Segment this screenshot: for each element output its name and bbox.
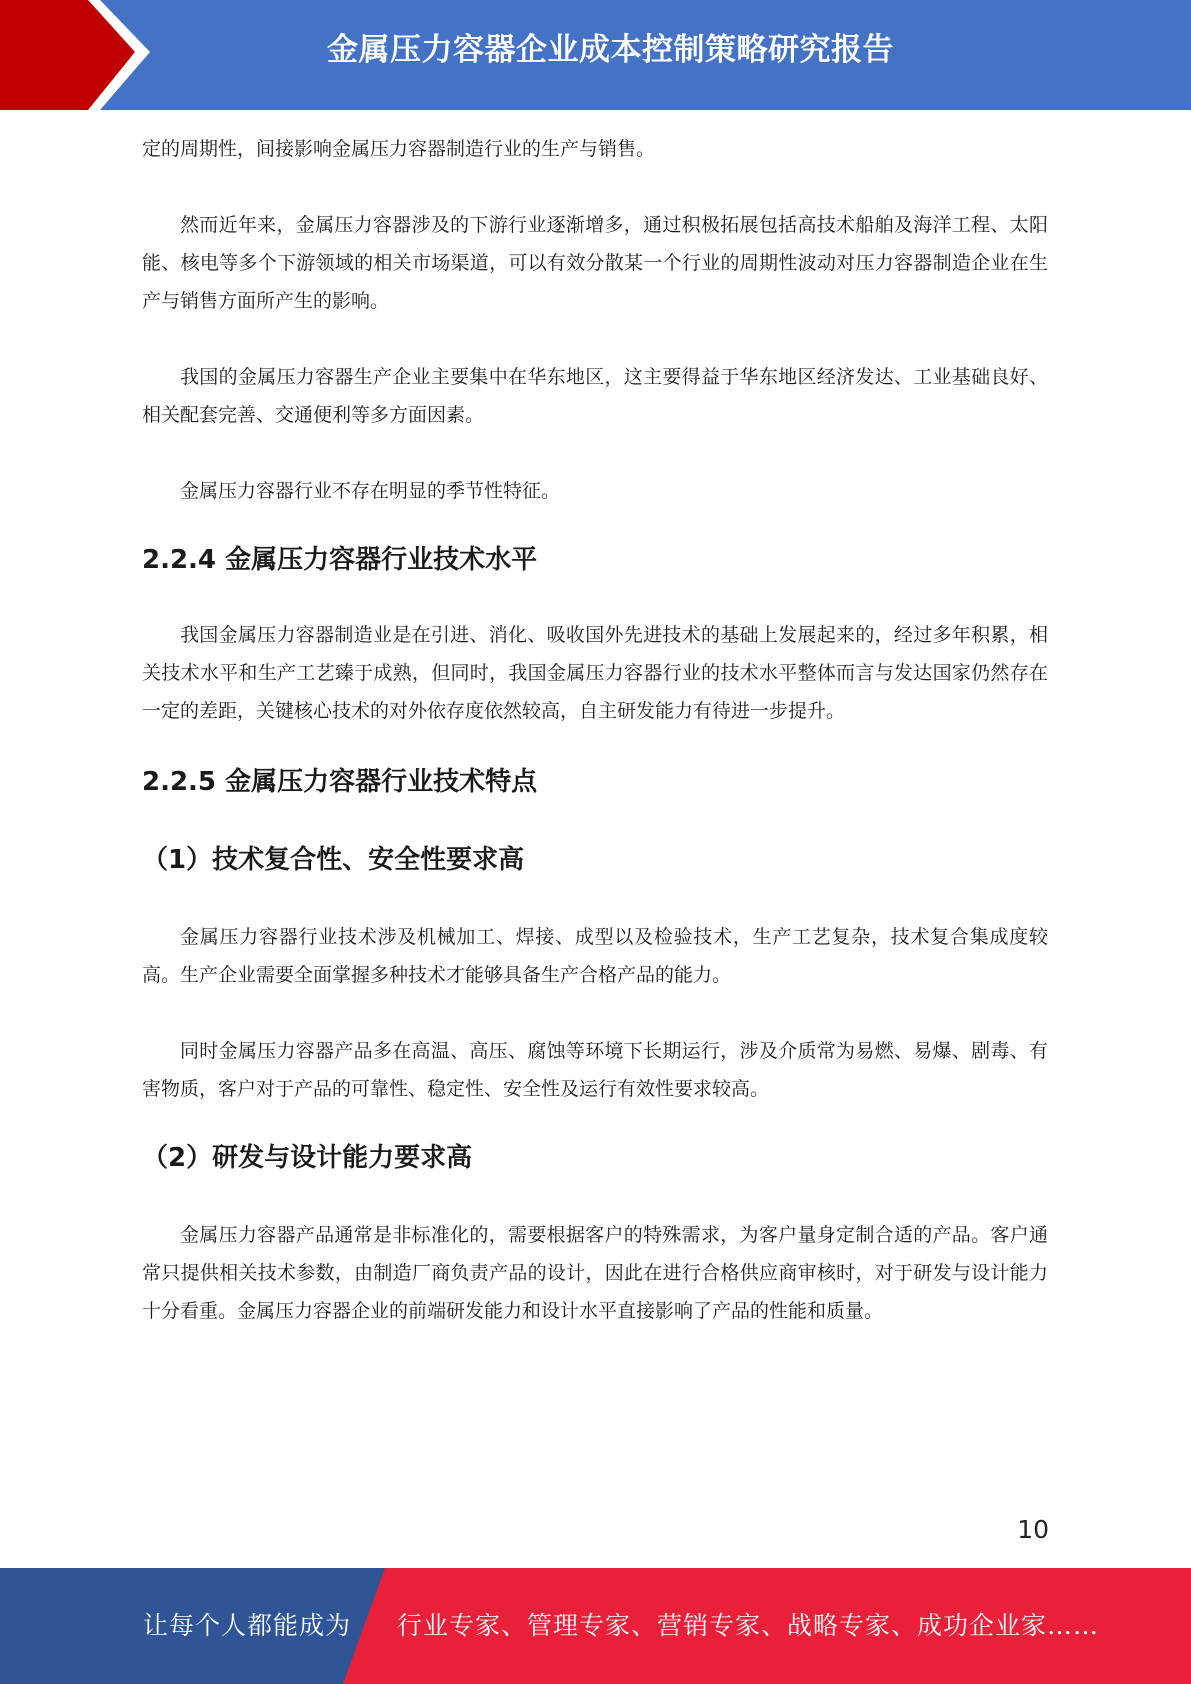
subheading-2: （2）研发与设计能力要求高 — [142, 1143, 473, 1173]
page-footer — [0, 1568, 1191, 1684]
paragraph-downstream: 然而近年来，金属压力容器涉及的下游行业逐渐增多，通过积极拓展包括高技术船舶及海洋工程、太阳能、核电等多个下游领域的相关市场渠道，可以有效分散某一个行业的周期性波动对压力容器制造企业在生产与销售方面所产生的影响。 — [142, 214, 1048, 312]
heading-2-2-5: 2.2.5 金属压力容器行业技术特点 — [142, 767, 538, 797]
footer-slogan-right: 行业专家、管理专家、营销专家、战略专家、成功企业家…… — [397, 1611, 1100, 1640]
paragraph-tech-composite: 金属压力容器行业技术涉及机械加工、焊接、成型以及检验技术，生产工艺复杂，技术复合集成度较高。生产企业需要全面掌握多种技术才能够具备生产合格产品的能力。 — [142, 926, 1048, 986]
heading-2-2-4: 2.2.4 金属压力容器行业技术水平 — [142, 545, 538, 575]
footer-slogan-left: 让每个人都能成为 — [143, 1611, 352, 1640]
paragraph-region: 我国的金属压力容器生产企业主要集中在华东地区，这主要得益于华东地区经济发达、工业基础良好、相关配套完善、交通便利等多方面因素。 — [142, 366, 1048, 426]
report-title: 金属压力容器企业成本控制策略研究报告 — [327, 32, 894, 68]
paragraph-rnd-design: 金属压力容器产品通常是非标准化的，需要根据客户的特殊需求，为客户量身定制合适的产品。客户通常只提供相关技术参数，由制造厂商负责产品的设计，因此在进行合格供应商审核时，对于研发与设计能力十分看重。金属压力容器企业的前端研发能力和设计水平直接影响了产品的性能和质量。 — [142, 1224, 1048, 1322]
paragraph-seasonality: 金属压力容器行业不存在明显的季节性特征。 — [180, 480, 561, 502]
document-body — [142, 130, 1048, 1330]
paragraph-tech-level: 我国金属压力容器制造业是在引进、消化、吸收国外先进技术的基础上发展起来的，经过多年积累，相关技术水平和生产工艺臻于成熟，但同时，我国金属压力容器行业的技术水平整体而言与发达国家仍然存在一定的差距，关键核心技术的对外依存度依然较高，自主研发能力有待进一步提升。 — [142, 624, 1048, 722]
page-header — [0, 0, 1191, 110]
paragraph-continued: 定的周期性，间接影响金属压力容器制造行业的生产与销售。 — [142, 138, 656, 160]
header-chevron-decoration — [0, 0, 150, 110]
subheading-1: （1）技术复合性、安全性要求高 — [142, 845, 525, 875]
paragraph-safety: 同时金属压力容器产品多在高温、高压、腐蚀等环境下长期运行，涉及介质常为易燃、易爆、剧毒、有害物质，客户对于产品的可靠性、稳定性、安全性及运行有效性要求较高。 — [142, 1040, 1048, 1100]
page-number: 10 — [1017, 1515, 1049, 1544]
